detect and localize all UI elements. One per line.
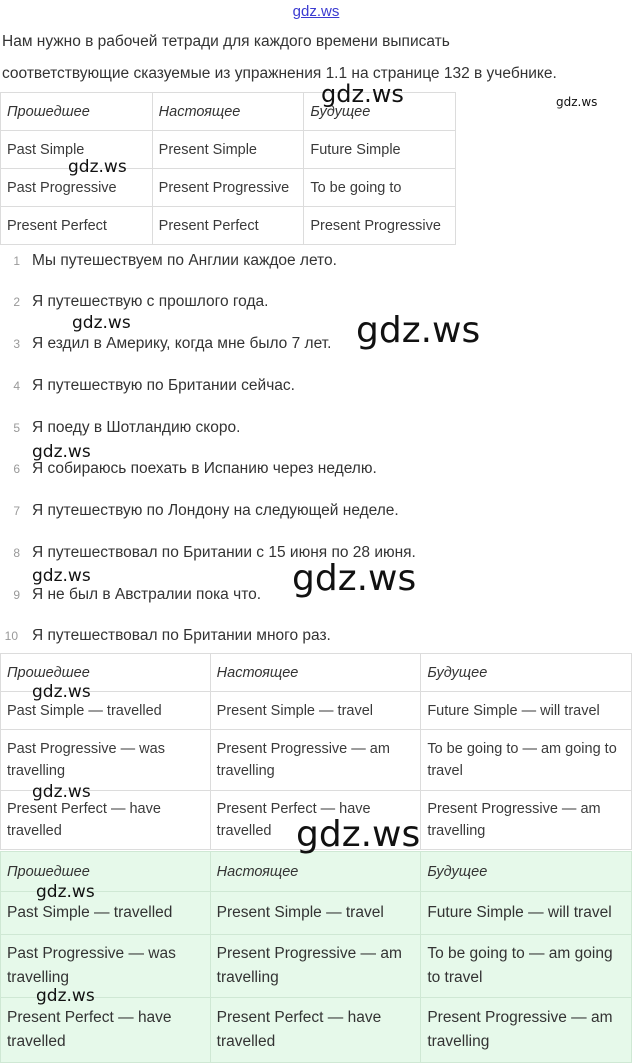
- watermark: gdz.ws: [68, 157, 127, 177]
- table-row: [1, 692, 632, 730]
- table-cell: Past Simple: [1, 131, 153, 169]
- watermark: gdz.ws: [32, 682, 91, 702]
- sentence-text: Я путешествовал по Британии много раз.: [32, 627, 331, 644]
- intro-line-2: соответствующие сказуемые из упражнения 1.1 на странице 132 в учебнике.: [2, 65, 557, 82]
- sentence-text: Я путешествую по Лондону на следующей неделе.: [32, 502, 399, 519]
- sentence-item: [0, 627, 331, 645]
- table-row: [1, 892, 632, 935]
- sentence-text: Я путешествовал по Британии с 15 июня по 28 июня.: [32, 544, 416, 561]
- watermark: gdz.ws: [321, 80, 404, 108]
- watermark: gdz.ws: [556, 95, 598, 109]
- header-cell-future: Будущее: [421, 654, 632, 692]
- sentence-text: Я путешествую по Британии сейчас.: [32, 377, 295, 394]
- sentence-item: [0, 502, 399, 520]
- header-cell-present: Настоящее: [152, 93, 304, 131]
- sentence-text: Я поеду в Шотландию скоро.: [32, 419, 241, 436]
- table-row: [1, 207, 456, 245]
- header-cell-past: Прошедшее: [1, 852, 211, 892]
- table-cell: Past Progressive — was travelling: [1, 730, 211, 791]
- sentence-text: Я путешествую с прошлого года.: [32, 293, 269, 310]
- header-cell-present: Настоящее: [210, 852, 421, 892]
- watermark: gdz.ws: [32, 782, 91, 802]
- intro-line-1: Нам нужно в рабочей тетради для каждого времени выписать: [2, 33, 450, 50]
- sentence-number: 1: [13, 254, 20, 268]
- table-cell: To be going to — am going to travel: [421, 935, 632, 998]
- sentence-text: Я собираюсь поехать в Испанию через неделю.: [32, 460, 377, 477]
- table-cell: Present Simple — travel: [210, 892, 421, 935]
- sentence-number: 6: [13, 462, 20, 476]
- watermark: gdz.ws: [36, 986, 95, 1006]
- table-cell: To be going to: [304, 169, 456, 207]
- table-cell: Future Simple — will travel: [421, 892, 632, 935]
- table-cell: Past Progressive — was travelling: [1, 935, 211, 998]
- sentence-number: 10: [4, 629, 18, 643]
- sentence-number: 3: [13, 337, 20, 351]
- sentence-text: Я не был в Австралии пока что.: [32, 586, 262, 603]
- table-row: [1, 935, 632, 998]
- sentence-number: 5: [13, 421, 20, 435]
- header-cell-present: Настоящее: [210, 654, 421, 692]
- table-row: [1, 998, 632, 1063]
- sentence-item: [0, 335, 331, 353]
- watermark: gdz.ws: [32, 566, 91, 586]
- table-cell: Present Progressive: [152, 169, 304, 207]
- table-cell: Present Progressive — am travelling: [210, 730, 421, 791]
- sentence-text: Я ездил в Америку, когда мне было 7 лет.: [32, 335, 332, 352]
- table-cell: Present Progressive: [304, 207, 456, 245]
- table-cell: Present Progressive — am travelling: [421, 998, 632, 1063]
- header-cell-future: Будущее: [421, 852, 632, 892]
- sentence-text: Мы путешествуем по Англии каждое лето.: [32, 252, 337, 269]
- table-cell: Present Perfect: [152, 207, 304, 245]
- watermark: gdz.ws: [36, 882, 95, 902]
- table-cell: Present Progressive — am travelling: [210, 935, 421, 998]
- table-cell: Present Simple — travel: [210, 692, 421, 730]
- watermark: gdz.ws: [32, 442, 91, 462]
- table-header-row: [1, 654, 632, 692]
- sentence-number: 4: [13, 379, 20, 393]
- table-cell: Past Simple — travelled: [1, 692, 211, 730]
- header-cell-past: Прошедшее: [1, 654, 211, 692]
- table-cell: Future Simple — will travel: [421, 692, 632, 730]
- watermark: gdz.ws: [72, 313, 131, 333]
- header-cell-future: Будущее: [304, 93, 456, 131]
- table-cell: Present Progressive — am travelling: [421, 791, 632, 850]
- table-cell: Past Progressive: [1, 169, 153, 207]
- table-row: [1, 730, 632, 791]
- sentence-item: [0, 419, 240, 437]
- watermark: gdz.ws: [356, 310, 481, 351]
- sentence-number: 9: [13, 588, 20, 602]
- sentence-item: [0, 460, 377, 478]
- table-cell: Present Perfect — have travelled: [1, 998, 211, 1063]
- sentence-number: 7: [13, 504, 20, 518]
- sentence-item: [0, 252, 337, 270]
- sentence-item: [0, 586, 261, 604]
- table-cell: Present Perfect — have travelled: [1, 791, 211, 850]
- header-cell-past: Прошедшее: [1, 93, 153, 131]
- table-cell: Past Simple — travelled: [1, 892, 211, 935]
- top-watermark-link[interactable]: gdz.ws: [292, 3, 340, 20]
- table-header-row: [1, 852, 632, 892]
- sentence-item: [0, 293, 268, 311]
- sentence-number: 8: [13, 546, 20, 560]
- table-cell: Present Simple: [152, 131, 304, 169]
- table-cell: Present Perfect — have travelled: [210, 791, 421, 850]
- table-cell: Future Simple: [304, 131, 456, 169]
- table-cell: Present Perfect — have travelled: [210, 998, 421, 1063]
- sentence-number: 2: [13, 295, 20, 309]
- table-cell: To be going to — am going to travel: [421, 730, 632, 791]
- watermark: gdz.ws: [292, 558, 417, 599]
- watermark: gdz.ws: [296, 814, 421, 855]
- table-cell: Present Perfect: [1, 207, 153, 245]
- sentence-item: [0, 377, 295, 395]
